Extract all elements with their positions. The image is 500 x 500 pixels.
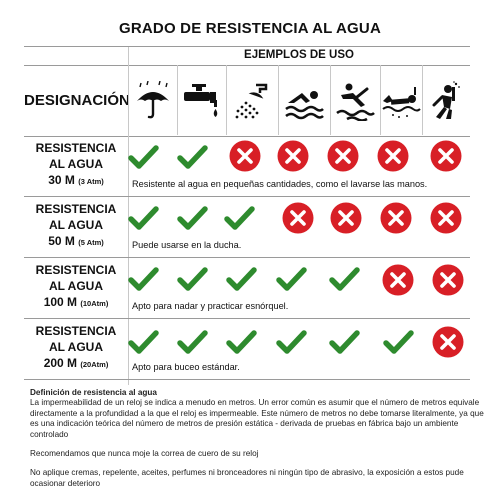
- check-icon: [126, 325, 160, 359]
- depth-value: 50 M: [48, 234, 75, 248]
- faucet-drop-icon: [177, 66, 226, 136]
- cross-icon: [329, 201, 363, 235]
- atm-value: (20Atm): [80, 360, 109, 369]
- check-icon: [175, 325, 209, 359]
- notes-section: [30, 388, 490, 489]
- swimmer-icon: [278, 66, 330, 136]
- row-depth: [24, 172, 128, 190]
- cross-icon: [276, 139, 310, 173]
- grid-line: [380, 65, 381, 135]
- cross-icon: [379, 201, 413, 235]
- row-designation: [24, 140, 128, 190]
- check-icon: [222, 201, 256, 235]
- row-description: Apto para nadar y practicar esnórquel.: [132, 301, 289, 311]
- table-row-200m: [24, 319, 470, 380]
- row-label-line2: AL AGUA: [49, 218, 103, 232]
- row-label-line1: RESISTENCIA: [35, 202, 117, 216]
- check-icon: [274, 325, 308, 359]
- check-icon: [175, 140, 209, 174]
- depth-value: 100 M: [43, 295, 78, 309]
- check-icon: [381, 325, 415, 359]
- depth-value: 30 M: [48, 173, 75, 187]
- grid-line: [278, 65, 279, 135]
- scuba-diver-icon: [422, 66, 470, 136]
- row-depth: [24, 294, 128, 312]
- umbrella-rain-icon: [128, 66, 177, 136]
- table-row-100m: [24, 258, 470, 319]
- check-icon: [126, 262, 160, 296]
- notes-title: Definición de resistencia al agua: [30, 388, 157, 397]
- row-label-line2: AL AGUA: [49, 279, 103, 293]
- table-row-50m: [24, 197, 470, 258]
- icon-header-row: [24, 65, 470, 137]
- cross-icon: [281, 201, 315, 235]
- diver-jump-icon: [330, 66, 380, 136]
- atm-value: (3 Atm): [78, 177, 104, 186]
- cross-icon: [326, 139, 360, 173]
- row-label-line1: RESISTENCIA: [35, 141, 117, 155]
- check-icon: [175, 201, 209, 235]
- check-icon: [274, 262, 308, 296]
- cross-icon: [429, 139, 463, 173]
- grid-line: [330, 65, 331, 135]
- table-row-30m: [24, 136, 470, 197]
- check-icon: [224, 262, 258, 296]
- row-label-line2: AL AGUA: [49, 157, 103, 171]
- row-designation: [24, 201, 128, 251]
- examples-header: [24, 47, 470, 65]
- row-depth: [24, 355, 128, 373]
- row-label-line1: RESISTENCIA: [35, 263, 117, 277]
- shower-icon: [226, 66, 278, 136]
- check-icon: [126, 201, 160, 235]
- cross-icon: [228, 139, 262, 173]
- designation-label: DESIGNACIÓN: [24, 92, 130, 109]
- atm-value: (10Atm): [80, 299, 109, 308]
- check-icon: [175, 262, 209, 296]
- cross-icon: [431, 263, 465, 297]
- check-icon: [126, 140, 160, 174]
- snorkel-icon: [380, 66, 422, 136]
- check-icon: [327, 262, 361, 296]
- cross-icon: [429, 201, 463, 235]
- grid-line: [177, 65, 178, 135]
- notes-chemicals: No aplique cremas, repelente, aceites, perfumes ni bronceadores ni ningún tipo de abrasivo, la exposición a estos pude ocasionar deterioro: [30, 468, 464, 488]
- row-description: Puede usarse en la ducha.: [132, 240, 242, 250]
- row-designation: [24, 323, 128, 373]
- check-icon: [327, 325, 361, 359]
- row-label-line2: AL AGUA: [49, 340, 103, 354]
- atm-value: (5 Atm): [78, 238, 104, 247]
- cross-icon: [376, 139, 410, 173]
- row-description: Apto para buceo estándar.: [132, 362, 240, 372]
- depth-value: 200 M: [43, 356, 78, 370]
- notes-paragraph: La impermeabilidad de un reloj se indica a menudo en metros. Un error común es asumir que el número de metros equivale directamente a la profundidad a la que el reloj es impermeable. Este número de metros no debe tomarse literalmente, ya que es una indicación teórica del número de metros de presión estática - derivada de pruebas en fábrica bajo un ambiente controlado: [30, 398, 484, 439]
- water-resistance-table: [24, 46, 470, 385]
- row-designation: [24, 262, 128, 312]
- page-title: GRADO DE RESISTENCIA AL AGUA: [118, 20, 381, 37]
- row-depth: [24, 233, 128, 251]
- examples-label: EJEMPLOS DE USO: [244, 49, 354, 61]
- check-icon: [224, 325, 258, 359]
- row-label-line1: RESISTENCIA: [35, 324, 117, 338]
- cross-icon: [431, 325, 465, 359]
- grid-line: [226, 65, 227, 135]
- notes-leather-strap: Recomendamos que nunca moje la correa de cuero de su reloj: [30, 449, 259, 459]
- cross-icon: [381, 263, 415, 297]
- row-description: Resistente al agua en pequeñas cantidades, como el lavarse las manos.: [132, 179, 428, 189]
- grid-line: [422, 65, 423, 135]
